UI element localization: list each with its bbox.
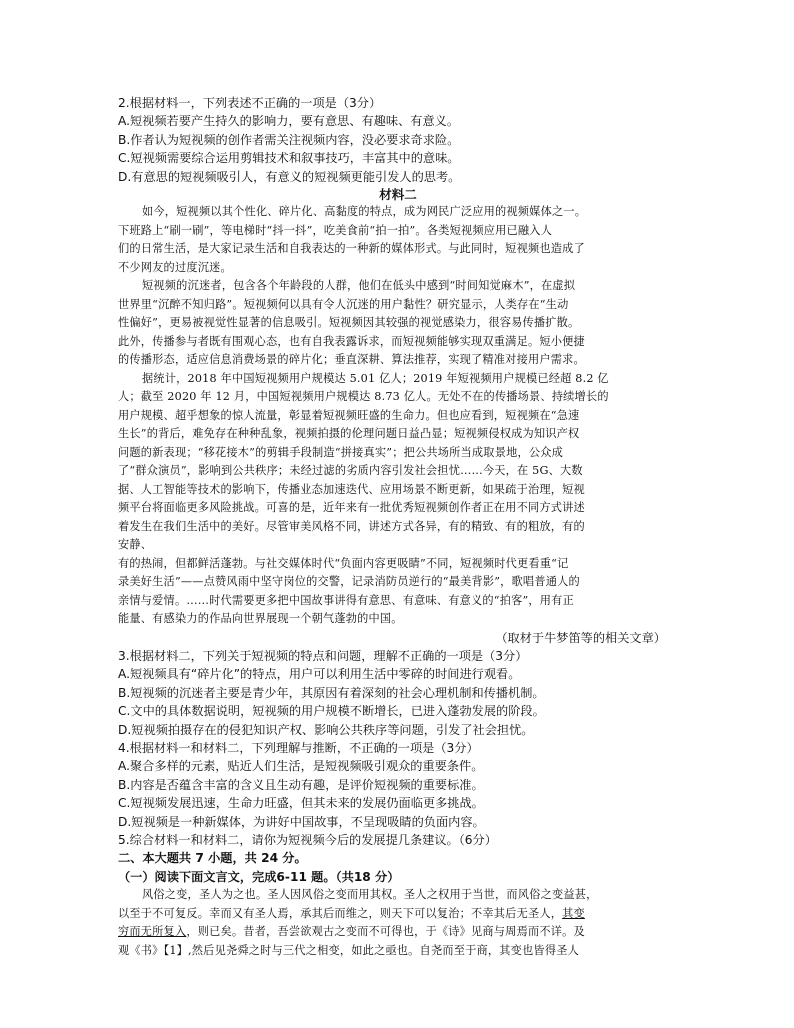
paragraph-line: 下班路上“刷一刷”，等电梯时“抖一抖”，吃美食前“拍一拍”。各类短视频应用已融入人 <box>118 223 553 237</box>
paragraph-line: 频平台将面临更多风险挑战。可喜的是，近年来有一批优秀短视频创作者正在用不同方式讲述 <box>118 501 585 515</box>
option-b: B.短视频的沉迷者主要是青少年，其原因有着深刻的社会心理机制和传播机制。 <box>118 685 545 700</box>
passage-line <box>118 905 678 924</box>
option-c: C.文中的具体数据说明，短视频的用户规模不断增长，已进入蓬勃发展的阶段。 <box>118 704 545 719</box>
passage-text: ，则已矣。昔者，吾尝欲观古之变而不可得也，于《诗》见商与周焉而不详。及 <box>186 925 585 939</box>
option-d: D.短视频是一种新媒体，为讲好中国故事，不呈现吸睛的负面内容。 <box>118 814 485 829</box>
paragraph-line: 的传播形态，适应信息消费场景的碎片化；垂直深耕、算法推荐，实现了精准对接用户需求。 <box>118 353 585 367</box>
option-a: A.短视频若要产生持久的影响力，要有意思、有趣味、有意义。 <box>118 114 460 129</box>
paragraph-line: 问题的新表现；“移花接木”的剪辑手段制造“拼接真实”；把公共场所当成取景地，公众成 <box>118 445 564 459</box>
document-body <box>118 94 678 960</box>
underlined-phrase: 其变 <box>562 906 585 920</box>
paragraph-line: 安静、 <box>118 538 153 552</box>
option-b: B.内容是否蕴含丰富的含义且生动有趣，是评价短视频的重要标准。 <box>118 777 484 792</box>
source-citation: （取材于牛梦笛等的相关文章） <box>495 630 666 645</box>
paragraph-line: 此外，传播参与者既有围观心态，也有自我表露诉求，而短视频能够实现双重满足。短小便捷 <box>118 334 585 348</box>
paragraph-line: 性偏好”，更易被视觉性显著的信息吸引。短视频因其较强的视觉感染力，很容易传播扩散。 <box>118 316 580 330</box>
section-2 <box>118 849 678 886</box>
question-2 <box>118 94 678 186</box>
option-c: C.短视频发展迅速，生命力旺盛，但其未来的发展仍面临更多挑战。 <box>118 796 484 811</box>
paragraph-line: 人；截至 2020 年 12 月，中国短视频用户规模达 8.73 亿人。无处不在的传播场景、持续增长的 <box>118 390 609 404</box>
passage-line: 风俗之变，圣人为之也。圣人因风俗之变而用其权。圣人之权用于当世，而风俗之变益甚， <box>142 888 598 902</box>
paragraph-line: 据、人工智能等技术的影响下，传播业态加速迭代、应用场景不断更新，如果疏于治理，短视 <box>118 482 585 496</box>
classical-passage <box>118 886 678 960</box>
paragraph-line: 短视频的沉迷者，包含各个年龄段的人群，他们在低头中感到“时间知觉麻木”，在虚拟 <box>142 279 576 293</box>
material-2 <box>118 186 678 647</box>
paragraph-line: 录美好生活”——点赞风雨中坚守岗位的交警，记录消防员逆行的“最美背影”，歌唱普通人的 <box>118 575 580 589</box>
paragraph-line: 生长”的背后，难免存在种种乱象，视频拍摄的伦理问题日益凸显；短视频侵权成为知识产权 <box>118 427 580 441</box>
paragraph-line: 着发生在我们生活中的美好。尽管审美风格不同，讲述方式各异，有的精致、有的粗放，有的 <box>118 519 585 533</box>
section-heading: 二、本大题共 7 小题，共 24 分。 <box>118 851 307 866</box>
option-a: A.短视频具有“碎片化”的特点，用户可以利用生活中零碎的时间进行观看。 <box>118 667 521 682</box>
question-stem: 4.根据材料一和材料二，下列理解与推断，不正确的一项是（3分） <box>118 740 479 755</box>
paragraph-line: 们的日常生活，是大家记录生活和自我表达的一种新的媒体形式。与此同时，短视频也造成了 <box>118 242 585 256</box>
material-title: 材料二 <box>379 187 417 203</box>
subsection-heading: （一）阅读下面文言文，完成6-11 题。（共18 分） <box>118 869 400 884</box>
paragraph-line: 用户规模、超乎想象的惊人流量，彰显着短视频旺盛的生命力。但也应看到，短视频在“急速 <box>118 408 580 422</box>
paragraph-line: 如今，短视频以其个性化、碎片化、高黏度的特点，成为网民广泛应用的视频媒体之一。 <box>142 205 587 219</box>
question-5 <box>118 831 678 849</box>
paragraph-line: 能量、有感染力的作品向世界展现一个朝气蓬勃的中国。 <box>118 612 403 626</box>
option-b: B.作者认为短视频的创作者需关注视频内容，没必要求奇求险。 <box>118 132 460 147</box>
question-3 <box>118 647 678 739</box>
passage-text: 以至于不可复反。幸而又有圣人焉，承其后而维之，则天下可以复治；不幸其后无圣人， <box>118 906 563 920</box>
option-d: D.有意思的短视频吸引人，有意义的短视频更能引发人的思考。 <box>118 169 461 184</box>
paragraph-line: 不少网友的过度沉迷。 <box>118 260 232 274</box>
paragraph-line: 据统计，2018 年中国短视频用户规模达 5.01 亿人；2019 年短视频用户规模已经超 8.2 亿 <box>142 371 609 385</box>
question-4 <box>118 739 678 831</box>
passage-line <box>118 923 678 942</box>
question-stem: 5.综合材料一和材料二，请你为短视频今后的发展提几条建议。（6分） <box>118 833 497 847</box>
question-stem: 2.根据材料一，下列表述不正确的一项是（3分） <box>118 96 382 110</box>
paragraph-line: 世界里“沉醉不知归路”。短视频何以具有令人沉迷的用户黏性？研究显示，人类存在“生动 <box>118 297 569 311</box>
option-c: C.短视频需要综合运用剪辑技术和叙事技巧，丰富其中的意味。 <box>118 151 460 166</box>
question-stem: 3.根据材料二，下列关于短视频的特点和问题，理解不正确的一项是（3分） <box>118 648 528 663</box>
paragraph-line: 了“群众演员”，影响到公共秩序；未经过滤的劣质内容引发社会担忧……今天，在 5G、大数 <box>118 464 583 478</box>
paragraph-line: 亲情与爱情。……时代需要更多把中国故事讲得有意思、有意味、有意义的“拍客”，用有正 <box>118 593 574 607</box>
underlined-phrase: 穷而无所复入 <box>118 925 187 939</box>
option-a: A.聚合多样的元素，贴近人们生活，是短视频吸引观众的重要条件。 <box>118 759 484 774</box>
option-d: D.短视频拍摄存在的侵犯知识产权、影响公共秩序等问题，引发了社会担忧。 <box>118 722 534 737</box>
passage-line: 观《书》【1】,然后见尧舜之时与三代之相变，如此之亟也。自尧而至于商，其变也皆得圣人 <box>118 943 579 957</box>
paragraph-line: 有的热闹，但都鲜活蓬勃。与社交媒体时代“负面内容更吸睛”不同，短视频时代更看重“记 <box>118 556 569 570</box>
